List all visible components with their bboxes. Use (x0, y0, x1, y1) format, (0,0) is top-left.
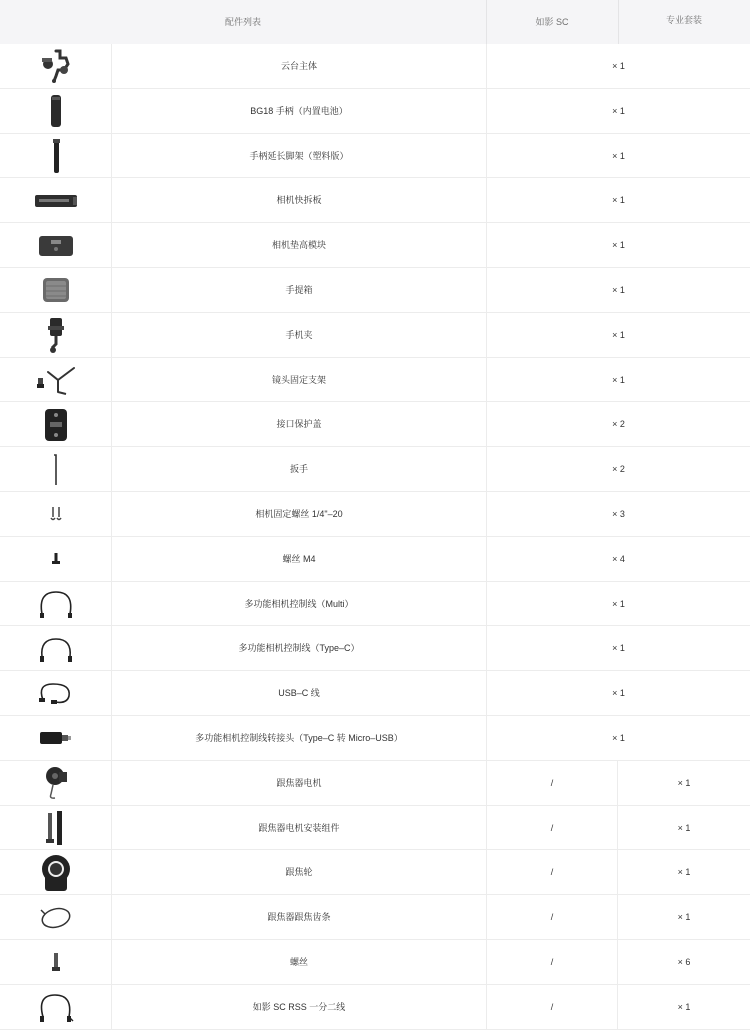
quantity: × 1 (612, 240, 625, 251)
focus-wheel-icon (0, 850, 112, 895)
quantity: × 1 (612, 105, 625, 116)
quantity: × 1 (612, 150, 625, 161)
rss-splitter-cable-icon (0, 985, 112, 1030)
table-row (0, 402, 750, 447)
quantity-pro-combo: × 1 (677, 1001, 691, 1012)
table-row (0, 89, 750, 134)
table-row (0, 268, 750, 313)
table-row (0, 850, 750, 895)
quantity: × 1 (612, 598, 625, 609)
table-row (0, 223, 750, 268)
table-row (0, 492, 750, 537)
accessory-name: 相机快拆板 (112, 178, 487, 223)
quantity: × 2 (612, 419, 625, 430)
quantity: × 1 (612, 61, 625, 71)
focus-motor-icon (0, 761, 112, 806)
table-row (0, 447, 750, 492)
quantity: × 3 (612, 509, 625, 519)
accessory-name: 跟焦器跟焦齿条 (112, 895, 487, 940)
accessory-name: 手提箱 (112, 268, 487, 313)
table-row (0, 716, 750, 761)
usb-c-cable-icon (0, 671, 112, 716)
table-row (0, 134, 750, 179)
riser-module-icon (0, 223, 112, 268)
table-row (0, 358, 750, 403)
multi-cable-icon (0, 582, 112, 627)
quantity-rs-sc: / (487, 940, 618, 985)
quick-release-plate-icon (0, 178, 112, 223)
quantity: × 4 (612, 553, 625, 564)
table-row (0, 313, 750, 358)
lens-support-icon (0, 358, 112, 403)
accessory-name: 相机垫高模块 (112, 223, 487, 268)
camera-screw-icon (0, 492, 112, 537)
quantity-rs-sc: / (487, 850, 618, 895)
accessory-name: 多功能相机控制线（Multi） (112, 582, 487, 627)
quantity: × 1 (612, 688, 625, 699)
table-row (0, 537, 750, 582)
phone-holder-icon (0, 313, 112, 358)
handle-icon (0, 89, 112, 134)
quantity: × 1 (612, 285, 625, 295)
motor-mount-kit-icon (0, 806, 112, 851)
accessory-name: 跟焦器电机安装组件 (112, 806, 487, 851)
quantity-pro-combo: × 1 (677, 822, 691, 833)
quantity-pro-combo: × 1 (677, 867, 691, 878)
accessory-name: 多功能相机控制线转接头（Type–C 转 Micro–USB） (112, 716, 487, 761)
accessory-name: 相机固定螺丝 1/4"–20 (112, 492, 487, 537)
accessory-name: 手机夹 (112, 313, 487, 358)
screw-icon (0, 940, 112, 985)
accessory-name: 螺丝 (112, 940, 487, 985)
accessory-name: 手柄延长脚架（塑料版） (112, 134, 487, 179)
accessory-name: 螺丝 M4 (112, 537, 487, 582)
table-row (0, 178, 750, 223)
quantity-pro-combo: × 6 (677, 957, 691, 967)
accessory-name: BG18 手柄（内置电池） (112, 89, 487, 134)
quantity: × 1 (612, 329, 625, 340)
quantity: × 1 (612, 643, 625, 654)
accessory-name: 镜头固定支架 (112, 358, 487, 403)
table-header (0, 0, 750, 44)
accessory-name: 如影 SC RSS 一分二线 (112, 985, 487, 1030)
header-pro-combo: 专业套装 (665, 15, 702, 25)
quantity-pro-combo: × 1 (677, 912, 691, 923)
header-accessory-list: 配件列表 (224, 17, 261, 27)
accessory-name: 跟焦器电机 (112, 761, 487, 806)
accessory-name: USB–C 线 (112, 671, 487, 716)
adapter-icon (0, 716, 112, 761)
port-cover-icon (0, 402, 112, 447)
table-row (0, 806, 750, 851)
quantity: × 1 (612, 374, 625, 385)
typec-control-cable-icon (0, 626, 112, 671)
accessory-name: 接口保护盖 (112, 402, 487, 447)
table-row (0, 761, 750, 806)
quantity-rs-sc: / (487, 985, 618, 1030)
gimbal-icon (0, 44, 112, 89)
wrench-icon (0, 447, 112, 492)
accessory-name: 多功能相机控制线（Type–C） (112, 626, 487, 671)
accessory-name: 扳手 (112, 447, 487, 492)
table-row (0, 582, 750, 627)
table-row (0, 895, 750, 940)
quantity-pro-combo: × 1 (677, 777, 691, 788)
table-row (0, 626, 750, 671)
accessory-name: 跟焦轮 (112, 850, 487, 895)
table-row (0, 940, 750, 985)
quantity-rs-sc: / (487, 895, 618, 940)
focus-gear-strip-icon (0, 895, 112, 940)
quantity-rs-sc: / (487, 806, 618, 851)
header-rs-sc: 如影 SC (535, 17, 569, 27)
table-row (0, 671, 750, 716)
column-divider (618, 0, 619, 44)
table-row (0, 44, 750, 89)
quantity: × 2 (612, 464, 625, 475)
quantity: × 1 (612, 733, 625, 743)
accessory-name: 云台主体 (112, 44, 487, 89)
column-divider (486, 0, 487, 44)
tripod-icon (0, 134, 112, 179)
m4-screw-icon (0, 537, 112, 582)
quantity: × 1 (612, 195, 625, 206)
case-icon (0, 268, 112, 313)
table-row (0, 985, 750, 1030)
quantity-rs-sc: / (487, 761, 618, 806)
